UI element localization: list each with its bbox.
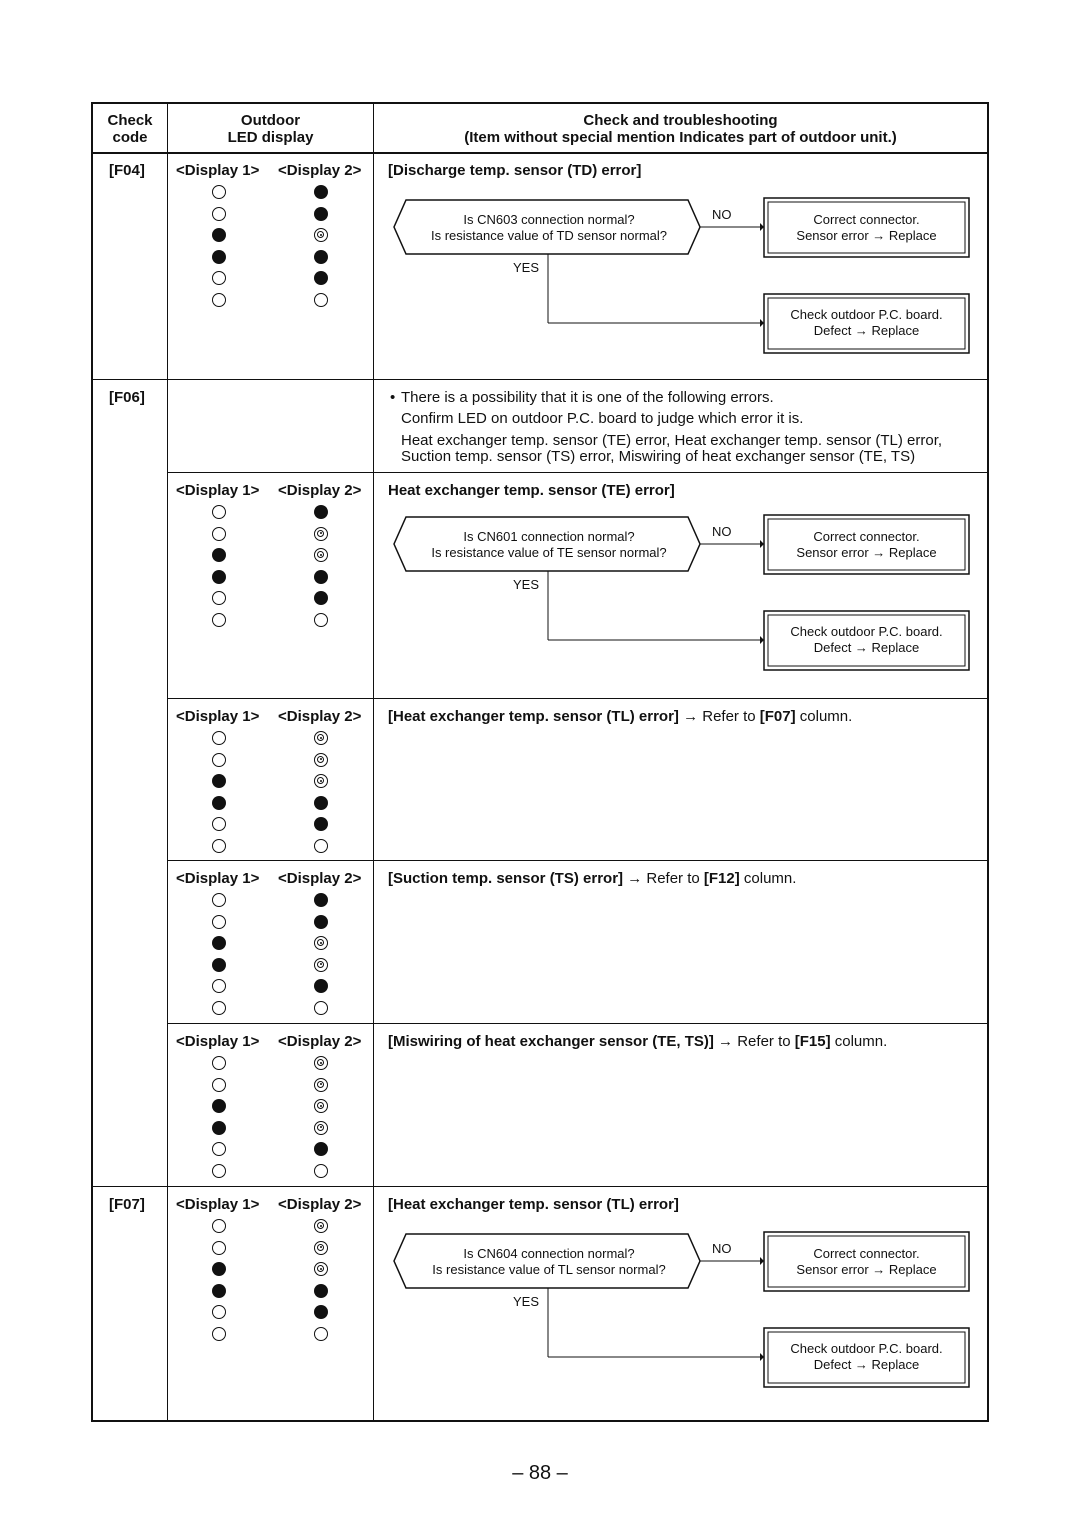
- led-off-icon: [212, 839, 226, 853]
- led-blink-icon: [314, 1219, 328, 1233]
- led-on-icon: [212, 250, 226, 264]
- flow-question: Is CN603 connection normal? Is resistance value of TD sensor normal?: [430, 212, 668, 243]
- flow-question: Is CN601 connection normal? Is resistance value of TE sensor normal?: [431, 529, 667, 560]
- led-off-icon: [212, 1241, 226, 1255]
- led-blink-icon: [314, 1121, 328, 1135]
- led-blink-icon: [314, 527, 328, 541]
- check-code-f07: [F07]: [109, 1196, 145, 1213]
- led-off-icon: [212, 1164, 226, 1178]
- led-on-icon: [212, 1121, 226, 1135]
- led-on-icon: [314, 915, 328, 929]
- led-on-icon: [314, 893, 328, 907]
- display2-label: <Display 2>: [278, 708, 362, 725]
- led-on-icon: [212, 774, 226, 788]
- led-off-icon: [212, 271, 226, 285]
- led-on-icon: [212, 1099, 226, 1113]
- section-title: [Suction temp. sensor (TS) error] → Refer to [F12] column.: [388, 870, 797, 887]
- led-off-icon: [212, 505, 226, 519]
- flow-box-check-pcb: Check outdoor P.C. board. Defect → Replace: [790, 1341, 943, 1372]
- led-off-icon: [212, 185, 226, 199]
- led-off-icon: [212, 893, 226, 907]
- led-off-icon: [212, 591, 226, 605]
- flow-no-label: NO: [712, 1241, 732, 1256]
- led-blink-icon: [314, 774, 328, 788]
- flow-box-check-pcb: Check outdoor P.C. board. Defect → Replace: [790, 624, 943, 655]
- section-title: [Heat exchanger temp. sensor (TL) error] → Refer to [F07] column.: [388, 708, 853, 725]
- flow-box-check-pcb: Check outdoor P.C. board. Defect → Replace: [790, 307, 943, 338]
- led-on-icon: [212, 936, 226, 950]
- section-title: [Miswiring of heat exchanger sensor (TE, TS)] → Refer to [F15] column.: [388, 1033, 888, 1050]
- led-blink-icon: [314, 958, 328, 972]
- led-on-icon: [314, 796, 328, 810]
- note-line-1: There is a possibility that it is one of the following errors.: [401, 389, 774, 406]
- led-on-icon: [314, 207, 328, 221]
- led-blink-icon: [314, 1056, 328, 1070]
- led-blink-icon: [314, 731, 328, 745]
- led-on-icon: [212, 796, 226, 810]
- note-bullet: •: [390, 389, 396, 406]
- led-blink-icon: [314, 1099, 328, 1113]
- led-blink-icon: [314, 548, 328, 562]
- led-off-icon: [212, 915, 226, 929]
- led-blink-icon: [314, 1078, 328, 1092]
- row-divider-ts: [167, 1023, 989, 1024]
- led-on-icon: [212, 1284, 226, 1298]
- display2-label: <Display 2>: [278, 870, 362, 887]
- display1-label: <Display 1>: [176, 162, 260, 179]
- led-off-icon: [212, 1001, 226, 1015]
- display1-label: <Display 1>: [176, 1196, 260, 1213]
- row-divider-f06: [91, 1186, 989, 1187]
- display2-label: <Display 2>: [278, 1196, 362, 1213]
- row-divider-tl: [167, 860, 989, 861]
- section-title: Heat exchanger temp. sensor (TE) error]: [388, 482, 675, 499]
- check-code-f06: [F06]: [109, 389, 145, 406]
- led-on-icon: [314, 591, 328, 605]
- led-blink-icon: [314, 228, 328, 242]
- flow-yes-label: YES: [513, 260, 540, 275]
- led-off-icon: [212, 731, 226, 745]
- display2-label: <Display 2>: [278, 482, 362, 499]
- led-blink-icon: [314, 753, 328, 767]
- row-divider-f04: [91, 379, 989, 380]
- flow-no-label: NO: [712, 207, 732, 222]
- led-blink-icon: [314, 1241, 328, 1255]
- led-off-icon: [212, 753, 226, 767]
- led-off-icon: [314, 1327, 328, 1341]
- display1-label: <Display 1>: [176, 708, 260, 725]
- led-off-icon: [212, 207, 226, 221]
- flow-yes-label: YES: [513, 1294, 540, 1309]
- section-title: [Discharge temp. sensor (TD) error]: [388, 162, 642, 179]
- led-on-icon: [314, 271, 328, 285]
- led-off-icon: [212, 1327, 226, 1341]
- led-off-icon: [212, 1142, 226, 1156]
- header-outdoor-led: Outdoor LED display: [227, 112, 314, 146]
- display1-label: <Display 1>: [176, 482, 260, 499]
- led-on-icon: [314, 250, 328, 264]
- header-check-code: Check code: [107, 112, 153, 146]
- check-code-f04: [F04]: [109, 162, 145, 179]
- led-off-icon: [314, 293, 328, 307]
- led-off-icon: [314, 1164, 328, 1178]
- led-off-icon: [212, 293, 226, 307]
- header-check-troubleshooting: Check and troubleshooting (Item without special mention Indicates part of outdoor unit.): [464, 112, 897, 146]
- led-off-icon: [212, 1078, 226, 1092]
- led-off-icon: [212, 527, 226, 541]
- led-on-icon: [314, 570, 328, 584]
- led-off-icon: [212, 817, 226, 831]
- led-blink-icon: [314, 1262, 328, 1276]
- led-on-icon: [314, 185, 328, 199]
- led-on-icon: [314, 1142, 328, 1156]
- note-line-4: Suction temp. sensor (TS) error, Miswiring of heat exchanger sensor (TE, TS): [401, 448, 916, 465]
- led-on-icon: [212, 1262, 226, 1276]
- flow-box-correct-connector: Correct connector. Sensor error → Replace: [796, 212, 937, 243]
- row-divider-f06-notes: [167, 472, 989, 473]
- led-off-icon: [314, 1001, 328, 1015]
- led-off-icon: [212, 613, 226, 627]
- led-on-icon: [212, 570, 226, 584]
- led-on-icon: [314, 817, 328, 831]
- led-off-icon: [212, 1305, 226, 1319]
- display2-label: <Display 2>: [278, 1033, 362, 1050]
- page-number: – 88 –: [512, 1462, 568, 1484]
- led-off-icon: [314, 613, 328, 627]
- note-line-3: Heat exchanger temp. sensor (TE) error, Heat exchanger temp. sensor (TL) error,: [401, 432, 943, 449]
- led-off-icon: [314, 839, 328, 853]
- led-on-icon: [314, 1284, 328, 1298]
- note-line-2: Confirm LED on outdoor P.C. board to judge which error it is.: [401, 410, 804, 427]
- display1-label: <Display 1>: [176, 870, 260, 887]
- flow-yes-label: YES: [513, 577, 540, 592]
- led-on-icon: [314, 505, 328, 519]
- led-off-icon: [212, 1056, 226, 1070]
- led-on-icon: [212, 958, 226, 972]
- column-divider-1: [167, 102, 168, 1422]
- column-divider-2: [373, 102, 374, 1422]
- flow-no-label: NO: [712, 524, 732, 539]
- display2-label: <Display 2>: [278, 162, 362, 179]
- led-on-icon: [212, 228, 226, 242]
- led-blink-icon: [314, 936, 328, 950]
- led-on-icon: [212, 548, 226, 562]
- led-on-icon: [314, 979, 328, 993]
- flow-box-correct-connector: Correct connector. Sensor error → Replace: [796, 529, 937, 560]
- flow-box-correct-connector: Correct connector. Sensor error → Replace: [796, 1246, 937, 1277]
- led-off-icon: [212, 979, 226, 993]
- led-off-icon: [212, 1219, 226, 1233]
- led-on-icon: [314, 1305, 328, 1319]
- display1-label: <Display 1>: [176, 1033, 260, 1050]
- header-divider: [91, 152, 989, 154]
- flow-question: Is CN604 connection normal? Is resistance value of TL sensor normal?: [432, 1246, 666, 1277]
- section-title: [Heat exchanger temp. sensor (TL) error]: [388, 1196, 679, 1213]
- row-divider-te: [167, 698, 989, 699]
